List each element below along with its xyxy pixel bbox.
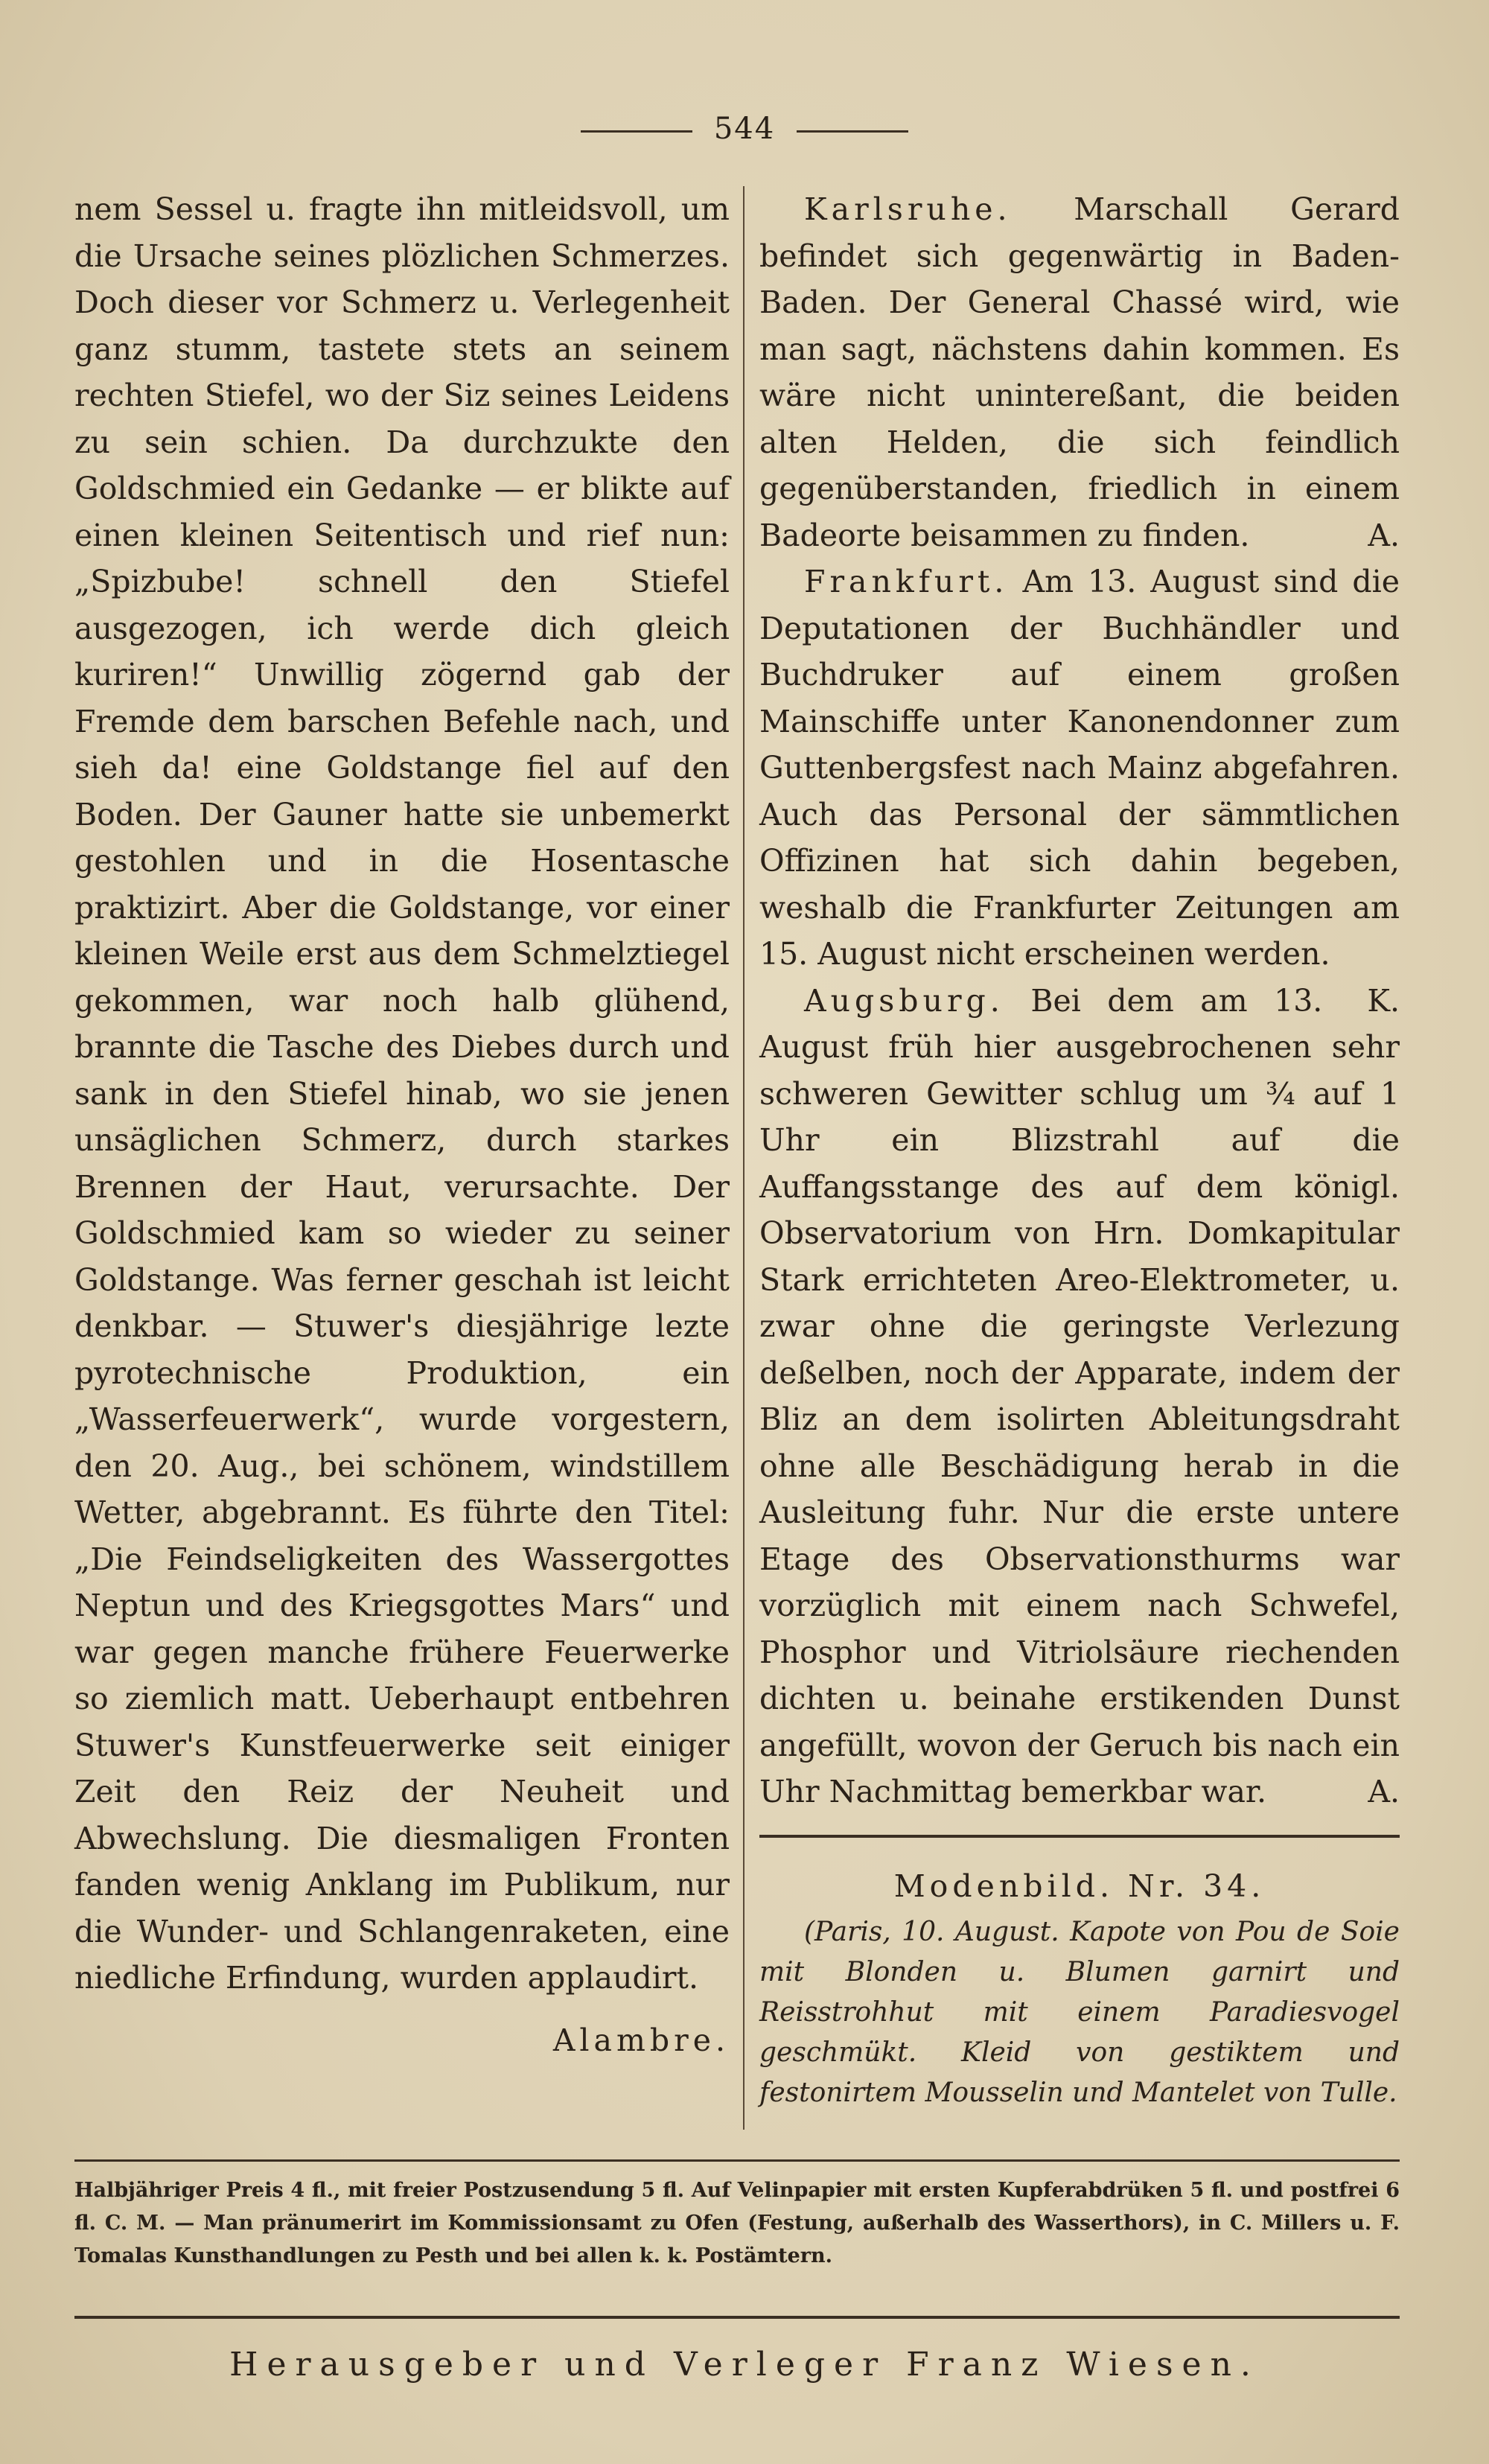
article-place: Karlsruhe. — [804, 191, 1012, 227]
fashion-title: Modenbild. Nr. 34. — [893, 1868, 1266, 1904]
article-signature: A. — [1368, 1774, 1400, 1809]
publisher-line: Herausgeber und Verleger Franz Wiesen. — [229, 2346, 1260, 2384]
right-column — [759, 186, 1400, 2113]
article-augsburg — [759, 978, 1400, 1815]
left-article-signature: Alambre. — [552, 2022, 730, 2058]
article-place: Augsburg. — [804, 982, 1004, 1019]
article-text: Marschall Gerard befindet sich gegenwärtig in Baden-Baden. Der General Chassé wird, wie man sagt, nächstens dahin kommen. Es wäre nicht unintereßant, die beiden alten Helden, die sich feindlich gegenüberstanden, friedlich in einem Badeorte beisammen zu finden. — [759, 191, 1400, 553]
subscription-notice: Halbjähriger Preis 4 fl., mit freier Postzusendung 5 fl. Auf Velinpapier mit ersten Kupferabdrüken 5 fl. und postfrei 6 fl. C. M. — Man pränumerirt im Kommissionsamt zu Ofen (Festung, außerhalb des Wasserthors), in C. Millers u. F. Tomalas Kunsthandlungen zu Pesth und bei allen k. k. Postämtern. — [74, 2179, 1400, 2267]
page-number-rule-right — [797, 130, 908, 133]
page-number-rule-left — [581, 130, 692, 133]
footer-rule-bottom — [74, 2316, 1400, 2319]
article-text: Bei dem am 13. August früh hier ausgebrochenen sehr schweren Gewitter schlug um ¾ auf 1 Uhr ein Blizstrahl auf die Auffangsstange des auf dem königl. Observatorium von Hrn. Domkapitular Stark errichteten Areo-Elektrometer, u. zwar ohne die geringste Verlezung deßelben, noch der Apparate, indem der Bliz an dem isolirten Ableitungsdraht ohne alle Beschädigung herab in die Ausleitung fuhr. Nur die erste untere Etage des Observationsthurms war vorzüglich mit einem nach Schwefel, Phosphor und Vitriolsäure riechenden dichten u. beinahe erstikenden Dunst angefüllt, wovon der Geruch bis nach ein Uhr Nachmittag bemerkbar war. — [759, 982, 1400, 1809]
page-number-header — [0, 112, 1489, 146]
page-number: 544 — [713, 112, 776, 146]
left-column — [74, 186, 730, 2064]
article-signature: K. — [1367, 982, 1400, 1019]
footer-rule-top — [74, 2159, 1400, 2162]
left-article-body: nem Sessel u. fragte ihn mitleidsvoll, um die Ursache seines plözlichen Schmerzes. Doch dieser vor Schmerz u. Verlegenheit ganz stumm, tastete stets an seinem rechten Stiefel, wo der Siz seines Leidens zu sein schien. Da durchzukte den Goldschmied ein Gedanke — er blikte auf einen kleinen Seitentisch und rief nun: „Spizbube! schnell den Stiefel ausgezogen, ich werde dich gleich kuriren!“ Unwillig zögernd gab der Fremde dem barschen Befehle nach, und sieh da! eine Goldstange fiel auf den Boden. Der Gauner hatte sie unbemerkt gestohlen und in die Hosentasche praktizirt. Aber die Goldstange, vor einer kleinen Weile erst aus dem Schmelztiegel gekommen, war noch halb glühend, brannte die Tasche des Diebes durch und sank in den Stiefel hinab, wo sie jenen unsäglichen Schmerz, durch starkes Brennen der Haut, verursachte. Der Goldschmied kam so wieder zu seiner Goldstange. Was ferner geschah ist leicht denkbar. — Stuwer's diesjährige lezte pyrotechnische Produktion, ein „Wasserfeuerwerk“, wurde vorgestern, den 20. Aug., bei schönem, windstillem Wetter, abgebrannt. Es führte den Titel: „Die Feindseligkeiten des Wassergottes Neptun und des Kriegsgottes Mars“ und war gegen manche frühere Feuerwerke so ziemlich matt. Ueberhaupt entbehren Stuwer's Kunstfeuerwerke seit einiger Zeit den Reiz der Neuheit und Abwechslung. Die diesmaligen Fronten fanden wenig Anklang im Publikum, nur die Wunder- und Schlangenraketen, eine niedliche Erfindung, wurden applaudirt. — [74, 191, 730, 1996]
column-divider — [743, 186, 744, 2130]
article-place: Frankfurt. — [804, 564, 1009, 599]
fashion-description: (Paris, 10. August. Kapote von Pou de Soie mit Blonden u. Blumen garnirt und Reisstrohhut mit einem Paradiesvogel geschmükt. Kleid von gestiktem und festonirtem Mousselin und Mantelet von Tulle. — [759, 1916, 1400, 2108]
section-divider — [759, 1835, 1400, 1838]
fashion-plate-notice — [759, 1860, 1400, 2113]
article-signature: A. — [1368, 517, 1400, 553]
article-karlsruhe — [759, 186, 1400, 558]
article-text: Am 13. August sind die Deputationen der Buchhändler und Buchdruker auf einem großen Mainschiffe unter Kanonendonner zum Guttenbergsfest nach Mainz abgefahren. Auch das Personal der sämmtlichen Offizinen hat sich dahin begeben, weshalb die Frankfurter Zeitungen am 15. August nicht erscheinen werden. — [759, 564, 1400, 972]
